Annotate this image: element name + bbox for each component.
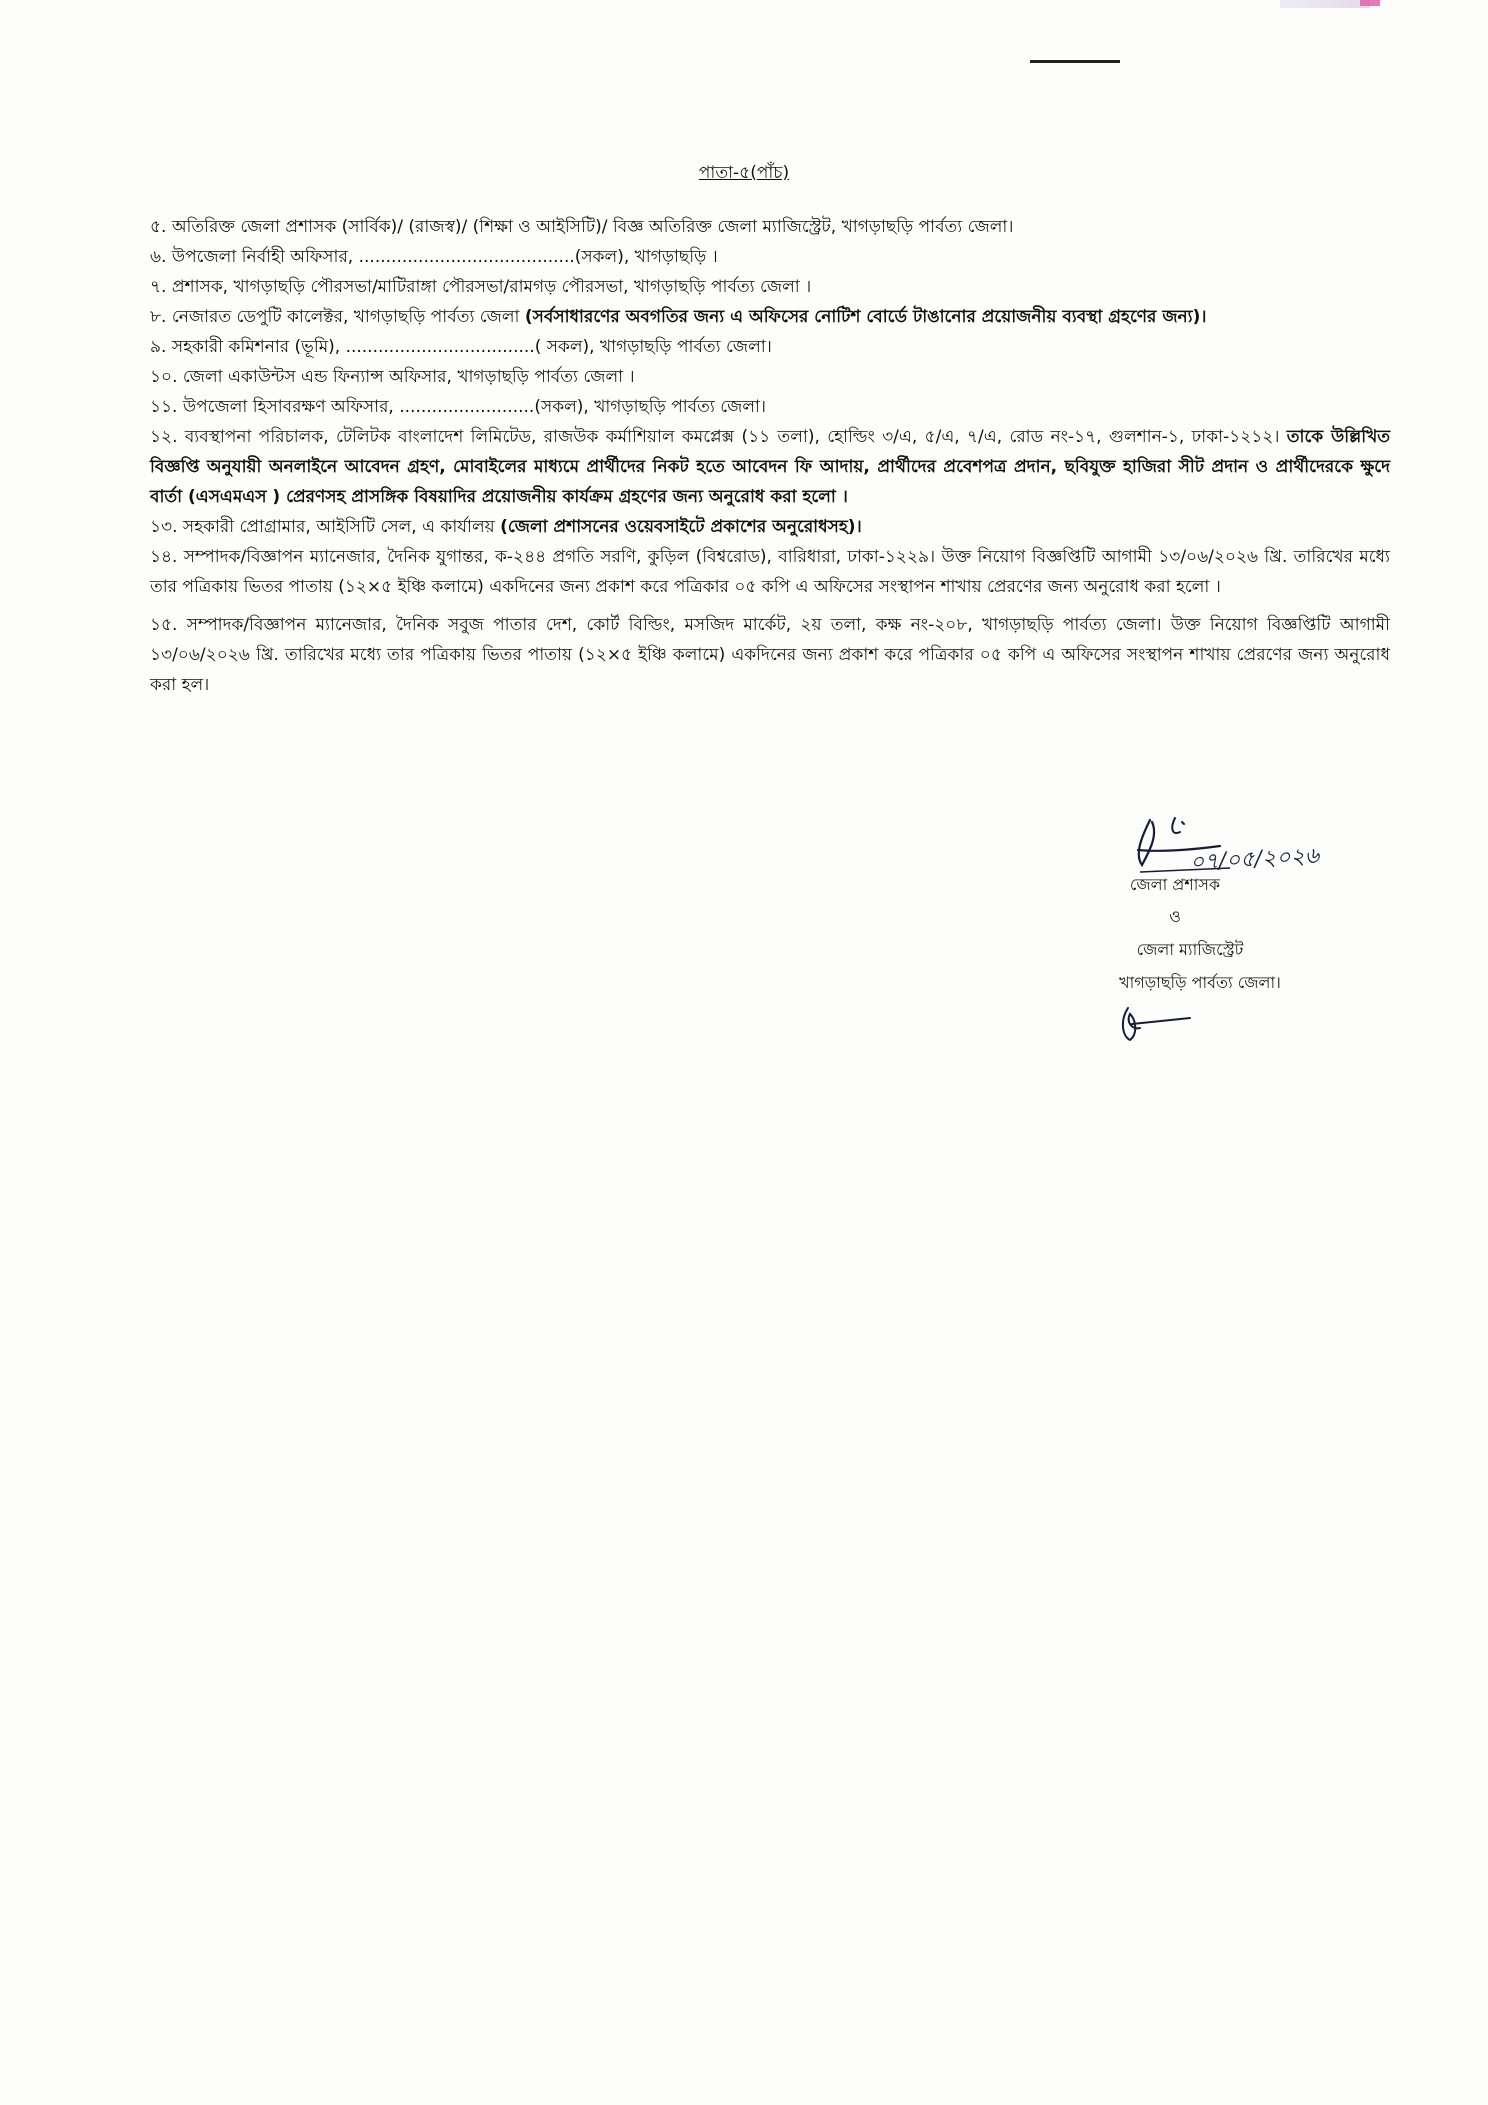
- list-item-text: ১১. উপজেলা হিসাবরক্ষণ অফিসার, .........................(সকল), খাগড়াছড়ি পার্বত্য জেলা।: [150, 397, 767, 417]
- list-item-text: ১০. জেলা একাউন্টস এন্ড ফিন্যান্স অফিসার, খাগড়াছড়ি পার্বত্য জেলা ।: [150, 367, 635, 387]
- list-item-text: ১২. ব্যবস্থাপনা পরিচালক, টেলিটক বাংলাদেশ লিমিটেড, রাজউক কর্মাশিয়াল কমপ্লেক্স (১১ তলা), হোল্ডিং ৩/এ, ৫/এ, ৭/এ, রোড নং-১৭, গুলশান-১, ঢাকা-১২১২।: [150, 427, 1287, 447]
- list-item: [150, 302, 1390, 332]
- list-item-text: ১৪. সম্পাদক/বিজ্ঞাপন ম্যানেজার, দৈনিক যুগান্তর, ক-২৪৪ প্রগতি সরণি, কুড়িল (বিশ্বরোড), বারিধারা, ঢাকা-১২২৯। উক্ত নিয়োগ বিজ্ঞপ্তিটি আগামী ১৩/০৬/২০২৬ খ্রি. তারিখের মধ্যে তার পত্রিকায় ভিতর পাতায় (১২×৫ ইঞ্চি কলামে) একদিনের জন্য প্রকাশ করে পত্রিকার ০৫ কপি এ অফিসের সংস্থাপন শাখায় প্রেরণের জন্য অনুরোধ করা হলো ।: [150, 547, 1390, 597]
- list-item-text: ৭. প্রশাসক, খাগড়াছড়ি পৌরসভা/মাটিরাঙ্গা পৌরসভা/রামগড় পৌরসভা, খাগড়াছড়ি পার্বত্য জেলা ।: [150, 277, 812, 297]
- list-item-bold-text: (সর্বসাধারণের অবগতির জন্য এ অফিসের নোটিশ বোর্ডে টাঙানোর প্রয়োজনীয় ব্যবস্থা গ্রহণের জন্য)।: [524, 307, 1207, 327]
- list-item-text: ৯. সহকারী কমিশনার (ভূমি), ...................................( সকল), খাগড়াছড়ি পার্বত্য জেলা।: [150, 337, 772, 357]
- signatory-title: জেলা প্রশাসক: [1129, 875, 1221, 894]
- list-item-text: ৮. নেজারত ডেপুটি কালেক্টর, খাগড়াছড়ি পার্বত্য জেলা: [150, 307, 525, 327]
- list-item-text: ১৫. সম্পাদক/বিজ্ঞাপন ম্যানেজার, দৈনিক সবুজ পাতার দেশ, কোর্ট বিল্ডিং, মসজিদ মার্কেট, ২য় তলা, কক্ষ নং-২০৮, খাগড়াছড়ি পার্বত্য জেলা। উক্ত নিয়োগ বিজ্ঞপ্তিটি আগামী ১৩/০৬/২০২৬ খ্রি. তারিখের মধ্যে তার পত্রিকায় ভিতর পাতায় (১২×৫ ইঞ্চি কলামে) একদিনের জন্য প্রকাশ করে পত্রিকার ০৫ কপি এ অফিসের সংস্থাপন শাখায় প্রেরণের জন্য অনুরোধ করা হল।: [150, 615, 1390, 695]
- page-title-text: পাতা-৫(পাঁচ): [698, 163, 790, 183]
- list-item: [150, 610, 1390, 700]
- list-item-text: ১৩. সহকারী প্রোগ্রামার, আইসিটি সেল, এ কার্যালয়: [150, 517, 501, 537]
- signatory-district: খাগড়াছড়ি পার্বত্য জেলা।: [1119, 973, 1281, 992]
- list-item-bold-text: তাকে উল্লিখিত বিজ্ঞপ্তি অনুযায়ী অনলাইনে আবেদন গ্রহণ, মোবাইলের মাধ্যমে প্রার্থীদের নিকট হতে আবেদন ফি আদায়, প্রার্থীদের প্রবেশপত্র প্রদান, ছবিযুক্ত হাজিরা সীট প্রদান ও প্রার্থীদেরকে ক্ষুদে বার্তা (এসএমএস ) প্রেরণসহ প্রাসঙ্গিক বিষয়াদির প্রয়োজনীয় কার্যক্রম গ্রহণের জন্য অনুরোধ করা হলো ।: [150, 427, 1391, 507]
- list-item-text: ৫. অতিরিক্ত জেলা প্রশাসক (সার্বিক)/ (রাজস্ব)/ (শিক্ষা ও আইসিটি)/ বিজ্ঞ অতিরিক্ত জেলা ম্যাজিস্ট্রেট, খাগড়াছড়ি পার্বত্য জেলা।: [150, 217, 1014, 237]
- page-title: [0, 160, 1488, 188]
- signature-date: ০৭/০৫/২০২৬: [1189, 843, 1320, 876]
- list-item: [150, 272, 1390, 302]
- list-item: [150, 362, 1390, 392]
- list-item-bold-text: (জেলা প্রশাসনের ওয়েবসাইটে প্রকাশের অনুরোধসহ)।: [500, 517, 862, 537]
- scan-corner-mark: [1280, 0, 1370, 8]
- list-item: [150, 242, 1390, 272]
- list-item: [150, 542, 1390, 602]
- list-item: [150, 422, 1390, 512]
- initial-signature: [1110, 1000, 1210, 1050]
- distribution-list: [150, 212, 1390, 700]
- scan-corner-accent: [1360, 0, 1380, 6]
- list-item-text: ৬. উপজেলা নির্বাহী অফিসার, ........................................(সকল), খাগড়াছড়ি ।: [150, 247, 718, 267]
- list-item: [150, 512, 1390, 542]
- list-item: [150, 332, 1390, 362]
- top-dash-line: [1030, 60, 1120, 63]
- signatory-magistrate: জেলা ম্যাজিস্ট্রেট: [1136, 940, 1244, 959]
- list-item: [150, 392, 1390, 422]
- list-item: [150, 212, 1390, 242]
- signature-block: [1080, 810, 1380, 1040]
- signatory-conjunction: ও: [1169, 907, 1181, 926]
